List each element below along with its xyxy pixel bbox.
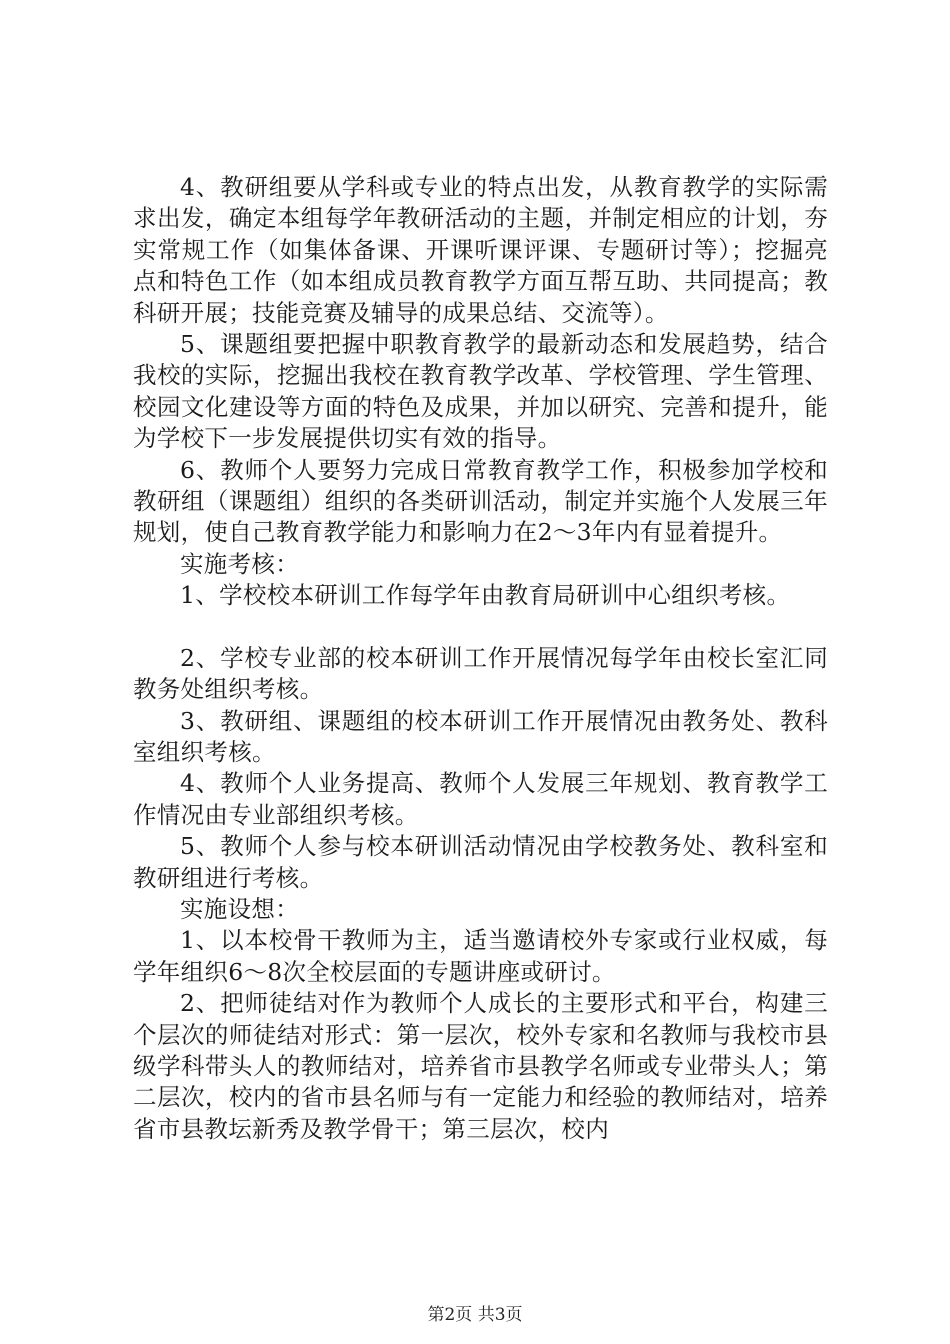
- section-heading-ideas: 实施设想：: [180, 894, 299, 923]
- paragraph-jiaoyanzu-plan: 4、教研组要从学科或专业的特点出发，从教育教学的实际需求出发，确定本组每学年教研活动的主题，并制定相应的计划，夯实常规工作（如集体备课、开课听课评课、专题研讨等）；挖掘亮点和特色工作（如本组成员教育教学方面互帮互助、共同提高；教科研开展；技能竞赛及辅导的成果总结、交流等）。: [133, 173, 828, 327]
- paragraph-assessment-2: 2、学校专业部的校本研训工作开展情况每学年由校长室汇同教务处组织考核。: [133, 643, 828, 704]
- paragraph-assessment-1: 1、学校校本研训工作每学年由教育局研训中心组织考核。: [180, 581, 791, 610]
- section-heading-assessment: 实施考核：: [180, 549, 299, 578]
- paragraph-assessment-3: 3、教研组、课题组的校本研训工作开展情况由教务处、教科室组织考核。: [133, 706, 828, 766]
- paragraph-assessment-5: 5、教师个人参与校本研训活动情况由学校教务处、教科室和教研组进行考核。: [133, 832, 828, 892]
- paragraph-assessment-4: 4、教师个人业务提高、教师个人发展三年规划、教育教学工作情况由专业部组织考核。: [133, 769, 828, 829]
- page-number-label: 第2页 共3页: [427, 1305, 523, 1325]
- paragraph-teacher-personal: 6、教师个人要努力完成日常教育教学工作，积极参加学校和教研组（课题组）组织的各类研训活动，制定并实施个人发展三年规划，使自己教育教学能力和影响力在2～3年内有显着提升。: [133, 455, 828, 547]
- paragraph-ketizu: 5、课题组要把握中职教育教学的最新动态和发展趋势，结合我校的实际，挖掘出我校在教育教学改革、学校管理、学生管理、校园文化建设等方面的特色及成果，并加以研究、完善和提升，能为学校下一步发展提供切实有效的指导。: [133, 330, 828, 453]
- document-body: [133, 172, 828, 1145]
- paragraph-ideas-1: 1、以本校骨干教师为主，适当邀请校外专家或行业权威，每学年组织6～8次全校层面的专题讲座或研讨。: [133, 926, 828, 986]
- paragraph-ideas-2: 2、把师徒结对作为教师个人成长的主要形式和平台，构建三个层次的师徒结对形式：第一层次，校外专家和名教师与我校市县级学科带头人的教师结对，培养省市县教学名师或专业带头人；第二层次，校内的省市县名师与有一定能力和经验的教师结对，培养省市县教坛新秀及教学骨干；第三层次，校内: [133, 989, 828, 1143]
- page-footer: [0, 1304, 950, 1326]
